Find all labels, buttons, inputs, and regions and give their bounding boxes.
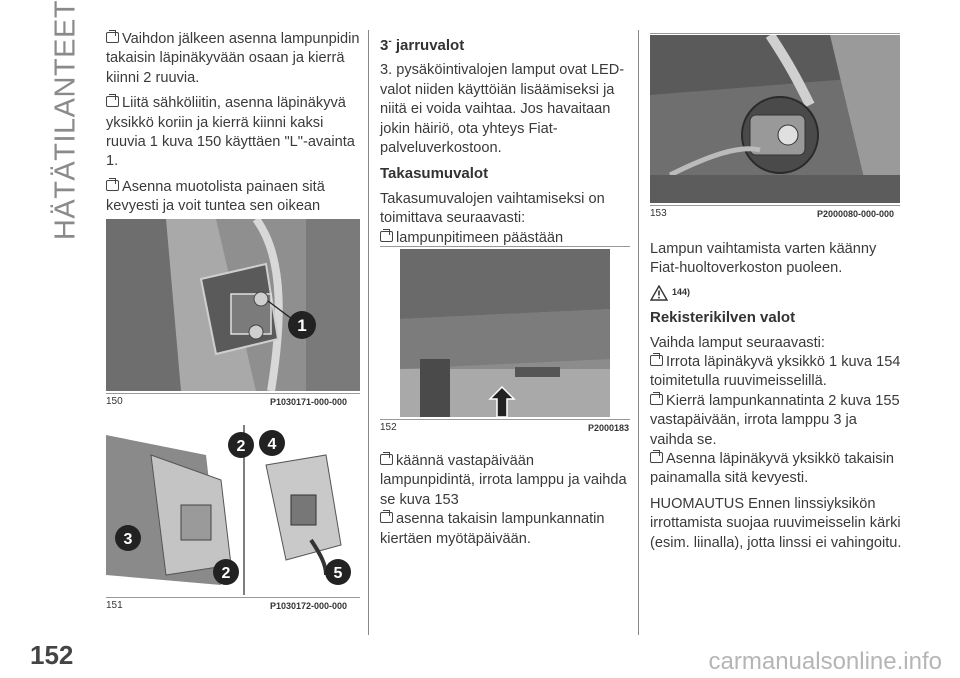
paragraph: Asenna läpinäkyvä yksikkö takaisin painamalla sitä kevyesti.: [650, 451, 894, 487]
tail-light-screw-illustration: [106, 219, 360, 391]
figure-152-image: [380, 249, 630, 417]
warning-reference: 144): [650, 283, 902, 302]
svg-text:4: 4: [267, 436, 277, 453]
rear-bumper-illustration: [380, 249, 630, 417]
svg-text:2: 2: [236, 438, 246, 455]
paragraph: Vaihda lamput seuraavasti:: [650, 334, 825, 351]
section-heading-license-plate-lights: Rekisterikilven valot: [650, 309, 796, 327]
checkbox-bullet-icon: [380, 454, 393, 465]
figure-151-image: [106, 425, 360, 595]
column-divider: [638, 30, 639, 635]
paragraph: lampunpitimeen päästään: [380, 229, 630, 268]
checkbox-bullet-icon: [380, 512, 393, 523]
column-2: [380, 30, 630, 273]
section-side-title: HÄTÄTILANTEET: [49, 0, 82, 241]
svg-text:2: 2: [221, 565, 231, 582]
figure-152-code: P2000183: [588, 423, 630, 433]
section-heading-rear-fog-lights: Takasumuvalot: [380, 165, 489, 183]
paragraph: Asenna muotolista painaen sitä kevyesti ja voit tuntea sen oikean: [106, 178, 325, 215]
checkbox-bullet-icon: [380, 231, 393, 242]
svg-text:5: 5: [333, 565, 343, 582]
warning-triangle-icon: [650, 285, 668, 301]
checkbox-bullet-icon: [650, 355, 663, 366]
column-3: [650, 240, 902, 559]
checkbox-bullet-icon: [106, 32, 119, 43]
column-divider: [368, 30, 369, 635]
figure-150-code: P1030171-000-000: [270, 397, 348, 407]
paragraph: käännä vastapäivään lampunpidintä, irrota lamppu ja vaihda se kuva 153: [380, 453, 627, 508]
paragraph: Liitä sähköliitin, asenna läpinäkyvä yksikkö koriin ja kierrä kiinni kaksi ruuvia 1 kuva 150 käyttäen "L"-avainta 1.: [106, 95, 355, 170]
figure-150-number: 150: [106, 396, 123, 407]
figure-153-image: [650, 35, 900, 203]
svg-text:1: 1: [297, 316, 307, 335]
paragraph: Vaihdon jälkeen asenna lampunpidin takaisin läpinäkyvään osaan ja kierrä kiinni 2 ruuvia.: [106, 31, 360, 86]
svg-text:3: 3: [123, 531, 133, 548]
figure-153-number: 153: [650, 208, 667, 219]
checkbox-bullet-icon: [106, 180, 119, 191]
checkbox-bullet-icon: [650, 394, 663, 405]
note-paragraph: HUOMAUTUS Ennen linssiyksikön irrottamista suojaa ruuvimeisselin kärki (esim. liinalla), jotta linssi ei vahingoitu.: [650, 495, 902, 551]
paragraph: Lampun vaihtamista varten käänny Fiat-huoltoverkoston puoleen.: [650, 241, 877, 277]
column-2-lower: [380, 452, 630, 555]
paragraph: Irrota läpinäkyvä yksikkö 1 kuva 154 toimitetulla ruuvimeisselillä.: [650, 354, 901, 390]
watermark: carmanualsonline.info: [708, 648, 942, 675]
figure-152-number: 152: [380, 422, 397, 433]
page-number: 152: [30, 640, 74, 670]
figure-153-code: P2000080-000-000: [817, 209, 895, 219]
figure-151-number: 151: [106, 600, 123, 611]
figure-150-image: [106, 219, 360, 391]
figure-151-code: P1030172-000-000: [270, 601, 348, 611]
paragraph: Takasumuvalojen vaihtamiseksi on toimittava seuraavasti:: [380, 190, 605, 227]
fog-light-lamp-illustration: [650, 35, 900, 203]
paragraph: 3. pysäköintivalojen lamput ovat LED-valot niiden käyttöiän lisäämiseksi ja niitä ei voida vaihtaa. Jos havaitaan jokin häiriö, ota yhteys Fiat-palveluverkostoon.: [380, 62, 625, 157]
section-heading-brake-lights: 3- jarruvalot: [380, 36, 465, 54]
paragraph: Kierrä lampunkannatinta 2 kuva 155 vastapäivään, irrota lamppu 3 ja vaihda se.: [650, 392, 900, 448]
checkbox-bullet-icon: [106, 96, 119, 107]
paragraph: asenna takaisin lampunkannatin kiertäen myötäpäivään.: [380, 511, 605, 547]
lamp-holder-illustration: [106, 425, 360, 595]
checkbox-bullet-icon: [650, 452, 663, 463]
